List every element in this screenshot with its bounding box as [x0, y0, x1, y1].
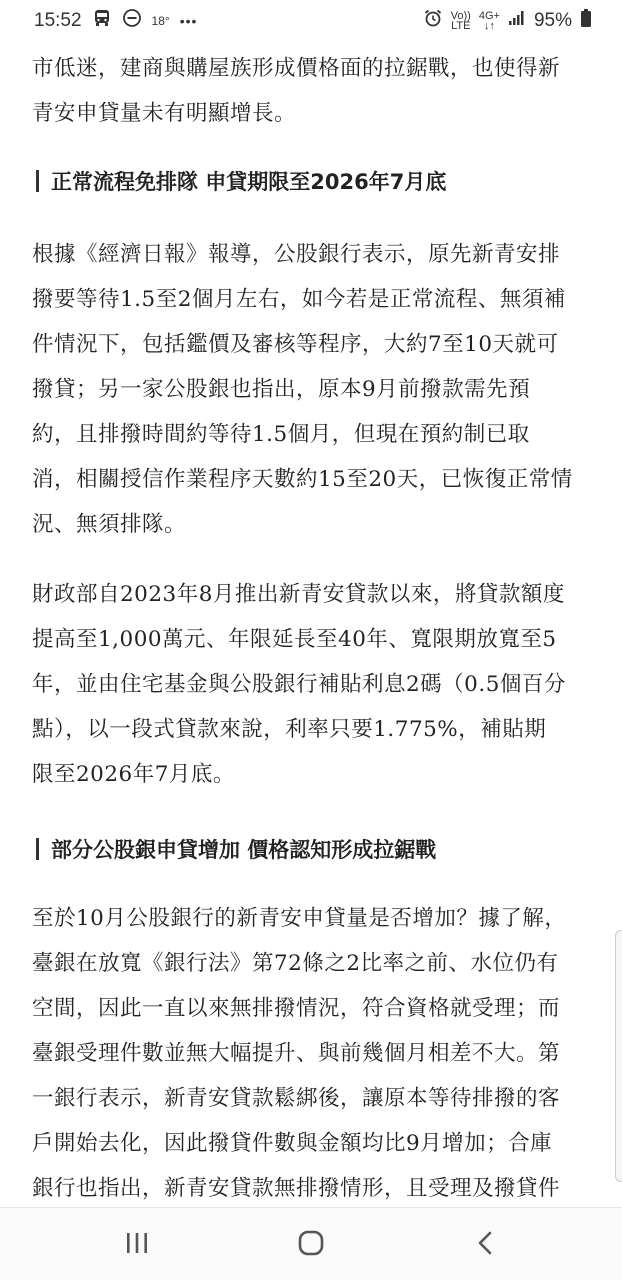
volte-icon	[451, 11, 471, 31]
text-line: 消，相關授信作業程序天數約15至20天，已恢復正常情	[32, 467, 573, 492]
data-arrows-icon: 4G+ ↓↑	[478, 10, 500, 32]
recent-apps-button[interactable]	[117, 1228, 157, 1260]
text-line: 臺銀受理件數並無大幅提升、與前幾個月相差不大。第	[32, 1041, 561, 1066]
status-time: 15:52	[34, 10, 82, 31]
alarm-icon	[423, 8, 443, 34]
status-bar	[0, 0, 622, 36]
text-line: 財政部自2023年8月推出新青安貸款以來，將貸款額度	[32, 582, 565, 607]
text-line: 至於10月公股銀行的新青安申貸量是否增加？據了解，	[32, 906, 567, 931]
text-line: 市低迷，建商與購屋族形成價格面的拉鋸戰，也使得新	[32, 56, 561, 81]
heading-bar	[36, 170, 39, 192]
text-line: 點），以一段式貸款來說，利率只要1.775%，補貼期	[32, 717, 547, 742]
text-line: 年，並由住宅基金與公股銀行補貼利息2碼（0.5個百分	[32, 672, 566, 697]
article-paragraph	[32, 572, 594, 797]
heading-bar	[36, 838, 39, 860]
article-paragraph	[32, 232, 594, 547]
article-intro-paragraph	[32, 46, 594, 136]
recent-apps-icon	[117, 1228, 157, 1260]
text-line: 況、無須排隊。	[32, 512, 187, 537]
network-type: 4G+	[478, 10, 500, 22]
navigation-bar	[0, 1207, 622, 1280]
bus-icon	[92, 8, 112, 34]
text-line: 根據《經濟日報》報導，公股銀行表示，原先新青安排	[32, 242, 561, 267]
home-icon	[291, 1228, 331, 1260]
section-heading	[36, 166, 446, 196]
text-line: 約，且排撥時間約等待1.5個月，但現在預約制已取	[32, 422, 530, 447]
back-button[interactable]	[465, 1228, 505, 1260]
text-line: 限至2026年7月底。	[32, 762, 235, 787]
home-button[interactable]	[291, 1228, 331, 1260]
article-content[interactable]	[0, 36, 622, 1208]
volte-bottom: LTE	[451, 20, 471, 32]
text-line: 空間，因此一直以來無排撥情況，符合資格就受理；而	[32, 996, 561, 1021]
text-line: 件情況下，包括鑑價及審核等程序，大約7至10天就可	[32, 332, 559, 357]
battery-icon	[580, 8, 592, 34]
text-line: 銀行也指出，新青安貸款無排撥情形，且受理及撥貸件	[32, 1176, 561, 1201]
more-notifications-icon: •••	[179, 13, 198, 29]
section-heading-text: 正常流程免排隊 申貸期限至2026年7月底	[51, 170, 447, 194]
scroll-handle[interactable]	[615, 930, 622, 1182]
temperature-text: 18°	[151, 14, 170, 28]
section-heading-text: 部分公股銀申貸增加 價格認知形成拉鋸戰	[51, 838, 437, 862]
text-line: 臺銀在放寬《銀行法》第72條之2比率之前、水位仍有	[32, 951, 559, 976]
battery-percent: 95%	[533, 10, 572, 31]
text-line: 戶開始去化，因此撥貸件數與金額均比9月增加；合庫	[32, 1131, 553, 1156]
text-line: 提高至1,000萬元、年限延長至40年、寬限期放寬至5	[32, 627, 557, 652]
section-heading	[36, 834, 436, 864]
article-paragraph	[32, 896, 594, 1208]
signal-icon	[508, 10, 526, 32]
volte-top: Vo))	[450, 10, 471, 22]
text-line: 撥貸；另一家公股銀也指出，原本9月前撥款需先預	[32, 377, 531, 402]
do-not-disturb-icon	[122, 8, 142, 34]
text-line: 一銀行表示，新青安貸款鬆綁後，讓原本等待排撥的客	[32, 1086, 561, 1111]
back-icon	[465, 1228, 505, 1260]
text-line: 撥要等待1.5至2個月左右，如今若是正常流程、無須補	[32, 287, 566, 312]
text-line: 青安申貸量未有明顯增長。	[32, 101, 297, 126]
